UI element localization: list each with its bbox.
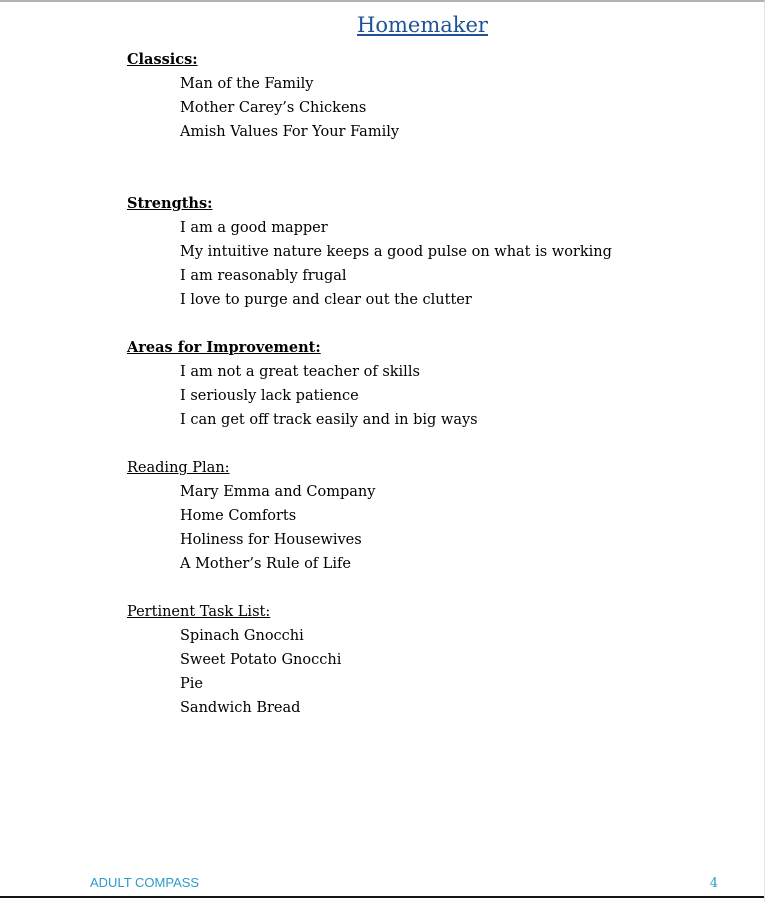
list-item: Mary Emma and Company xyxy=(180,484,376,500)
section-classics xyxy=(127,48,718,144)
list-item: I can get off track easily and in big ways xyxy=(180,412,478,428)
section-item-list xyxy=(127,216,718,312)
list-item: Sandwich Bread xyxy=(180,700,301,716)
section-heading: Strengths: xyxy=(127,195,213,212)
list-item: I am not a great teacher of skills xyxy=(180,364,420,380)
section-areas-for-improvement xyxy=(127,336,718,432)
list-item: Mother Carey’s Chickens xyxy=(180,100,367,116)
footer-page-number: 4 xyxy=(709,876,718,891)
section-reading-plan xyxy=(127,456,718,576)
section-heading: Areas for Improvement: xyxy=(127,339,321,356)
section-heading: Pertinent Task List: xyxy=(127,604,271,620)
list-item: Home Comforts xyxy=(180,508,297,524)
list-item: I am a good mapper xyxy=(180,220,328,236)
list-item: My intuitive nature keeps a good pulse on what is working xyxy=(180,244,612,260)
list-item: I love to purge and clear out the clutter xyxy=(180,292,472,308)
list-item: I seriously lack patience xyxy=(180,388,359,404)
page-content xyxy=(0,2,764,720)
list-item: A Mother’s Rule of Life xyxy=(180,556,351,572)
section-item-list xyxy=(127,480,718,576)
sections xyxy=(127,48,718,720)
list-item: Holiness for Housewives xyxy=(180,532,362,548)
section-item-list xyxy=(127,624,718,720)
section-heading: Classics: xyxy=(127,51,198,68)
page-bottom-rule xyxy=(0,896,764,898)
list-item: I am reasonably frugal xyxy=(180,268,347,284)
list-item: Man of the Family xyxy=(180,76,314,92)
footer-document-title: ADULT COMPASS xyxy=(90,875,200,890)
section-heading: Reading Plan: xyxy=(127,460,230,476)
list-item: Pie xyxy=(180,676,203,692)
section-strengths xyxy=(127,192,718,312)
list-item: Amish Values For Your Family xyxy=(180,124,400,140)
section-pertinent-task-list xyxy=(127,600,718,720)
list-item: Sweet Potato Gnocchi xyxy=(180,652,342,668)
page-title: Homemaker xyxy=(357,13,488,37)
section-item-list xyxy=(127,360,718,432)
page-footer xyxy=(90,876,718,890)
section-item-list xyxy=(127,72,718,144)
list-item: Spinach Gnocchi xyxy=(180,628,304,644)
